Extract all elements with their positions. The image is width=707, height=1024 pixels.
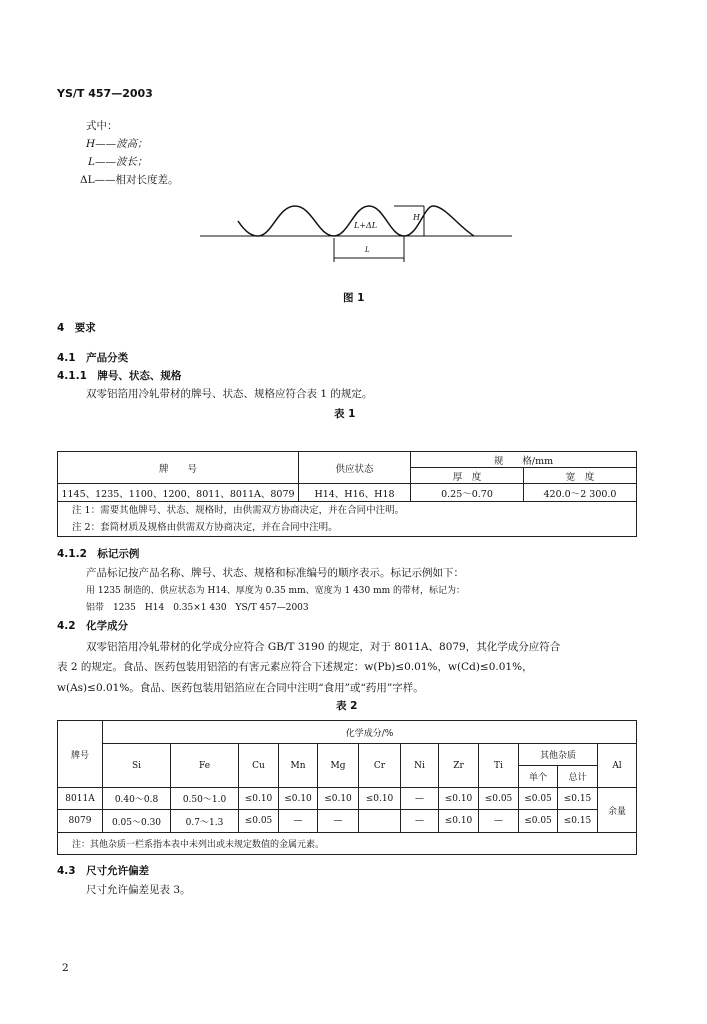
cell-ti: ≤0.05 bbox=[479, 788, 519, 810]
s42-line-3: w(As)≤0.01%。食品、医药包装用铝箔应在合同中注明“食用”或“药用”字样。 bbox=[57, 682, 424, 694]
section-4-1-2-title: 4.1.2 标记示例 bbox=[57, 548, 140, 560]
cell-thickness: 0.25～0.70 bbox=[411, 484, 524, 502]
s42-line-2: 表 2 的规定。食品、医药包装用铝箔的有害元素应符合下述规定：w(Pb)≤0.01%，w(Cd)≤0.01%， bbox=[57, 661, 533, 673]
cell-zr: ≤0.10 bbox=[439, 810, 479, 833]
cell-cu: ≤0.05 bbox=[239, 810, 279, 833]
th-grade: 牌 号 bbox=[58, 452, 299, 484]
table-row bbox=[58, 788, 637, 810]
cell-mn: — bbox=[279, 810, 318, 833]
table2-caption: 表 2 bbox=[336, 700, 358, 712]
cell-ni: — bbox=[401, 788, 439, 810]
cell-fe: 0.7～1.3 bbox=[171, 810, 239, 833]
table1-caption: 表 1 bbox=[334, 408, 356, 420]
cell-si: 0.05～0.30 bbox=[103, 810, 171, 833]
th-grade: 牌号 bbox=[58, 721, 103, 788]
cell-ni: — bbox=[401, 810, 439, 833]
section-4-3-title: 4.3 尺寸允许偏差 bbox=[57, 865, 150, 877]
cell-temper: H14、H16、H18 bbox=[299, 484, 411, 502]
table1-note-1: 注 1：需要其他牌号、状态、规格时，由供需双方协商决定，并在合同中注明。 bbox=[72, 505, 405, 516]
table2-note: 注：其他杂质一栏系指本表中未列出或未规定数值的金属元素。 bbox=[58, 833, 637, 855]
section-4-3-para: 尺寸允许偏差见表 3。 bbox=[86, 884, 191, 896]
cell-total: ≤0.15 bbox=[558, 788, 598, 810]
cell-si: 0.40～0.8 bbox=[103, 788, 171, 810]
th-width: 宽 度 bbox=[524, 468, 637, 484]
cell-total: ≤0.15 bbox=[558, 810, 598, 833]
cell-ti: — bbox=[479, 810, 519, 833]
cell-single: ≤0.05 bbox=[519, 810, 558, 833]
th-thickness: 厚 度 bbox=[411, 468, 524, 484]
section-4-2-title: 4.2 化学成分 bbox=[57, 620, 129, 632]
label-h: H bbox=[413, 213, 420, 222]
cell-al: 余量 bbox=[598, 788, 637, 833]
table-row bbox=[58, 484, 637, 502]
label-l-dl: L+ΔL bbox=[354, 221, 378, 230]
marking-example: 铝带 1235 H14 0.35×1 430 YS/T 457—2003 bbox=[86, 603, 309, 613]
standard-number: YS/T 457—2003 bbox=[57, 87, 153, 100]
th-cr: Cr bbox=[359, 744, 401, 788]
page-number: 2 bbox=[62, 962, 69, 974]
cell-zr: ≤0.10 bbox=[439, 788, 479, 810]
th-mg: Mg bbox=[318, 744, 359, 788]
th-other-impurities: 其他杂质 bbox=[519, 744, 598, 766]
cell-cr bbox=[359, 810, 401, 833]
marking-line-1: 产品标记按产品名称、牌号、状态、规格和标准编号的顺序表示。标记示例如下： bbox=[86, 567, 464, 579]
th-temper: 供应状态 bbox=[299, 452, 411, 484]
cell-single: ≤0.05 bbox=[519, 788, 558, 810]
s42-line-1: 双零铝箔用冷轧带材的化学成分应符合 GB/T 3190 的规定，对于 8011A、8079，其化学成分应符合 bbox=[86, 641, 561, 653]
th-si: Si bbox=[103, 744, 171, 788]
section-4-1-1-title: 4.1.1 牌号、状态、规格 bbox=[57, 370, 182, 382]
legend-l: L——波长； bbox=[88, 156, 148, 168]
section-4-1-1-para: 双零铝箔用冷轧带材的牌号、状态、规格应符合表 1 的规定。 bbox=[86, 388, 373, 400]
th-zr: Zr bbox=[439, 744, 479, 788]
label-l: L bbox=[365, 246, 370, 254]
cell-cu: ≤0.10 bbox=[239, 788, 279, 810]
cell-grade: 8079 bbox=[58, 810, 103, 833]
wave-figure bbox=[0, 0, 707, 300]
table-row bbox=[58, 810, 637, 833]
th-chemical-composition: 化学成分/% bbox=[103, 721, 637, 744]
cell-cr: ≤0.10 bbox=[359, 788, 401, 810]
table-2 bbox=[57, 720, 637, 855]
th-spec: 规 格/mm bbox=[411, 452, 637, 468]
th-ni: Ni bbox=[401, 744, 439, 788]
th-single: 单个 bbox=[519, 766, 558, 788]
cell-grade: 8011A bbox=[58, 788, 103, 810]
cell-fe: 0.50～1.0 bbox=[171, 788, 239, 810]
marking-line-2: 用 1235 制造的、供应状态为 H14、厚度为 0.35 mm、宽度为 1 430 mm 的带材，标记为： bbox=[86, 586, 466, 596]
cell-mg: ≤0.10 bbox=[318, 788, 359, 810]
cell-mg: — bbox=[318, 810, 359, 833]
section-4-1-title: 4.1 产品分类 bbox=[57, 352, 129, 364]
section-4-title: 4 要求 bbox=[57, 322, 96, 334]
cell-grade: 1145、1235、1100、1200、8011、8011A、8079 bbox=[58, 484, 299, 502]
cell-width: 420.0～2 300.0 bbox=[524, 484, 637, 502]
th-mn: Mn bbox=[279, 744, 318, 788]
th-al: Al bbox=[598, 744, 637, 788]
table-1 bbox=[57, 451, 637, 537]
table1-note-2: 注 2：套筒材质及规格由供需双方协商决定，并在合同中注明。 bbox=[72, 522, 338, 533]
formula-intro: 式中： bbox=[86, 120, 118, 132]
legend-h: H——波高； bbox=[86, 138, 148, 150]
th-cu: Cu bbox=[239, 744, 279, 788]
th-total: 总计 bbox=[558, 766, 598, 788]
legend-delta-l: ΔL——相对长度差。 bbox=[80, 174, 179, 186]
figure-caption: 图 1 bbox=[343, 292, 365, 304]
th-fe: Fe bbox=[171, 744, 239, 788]
th-ti: Ti bbox=[479, 744, 519, 788]
cell-mn: ≤0.10 bbox=[279, 788, 318, 810]
